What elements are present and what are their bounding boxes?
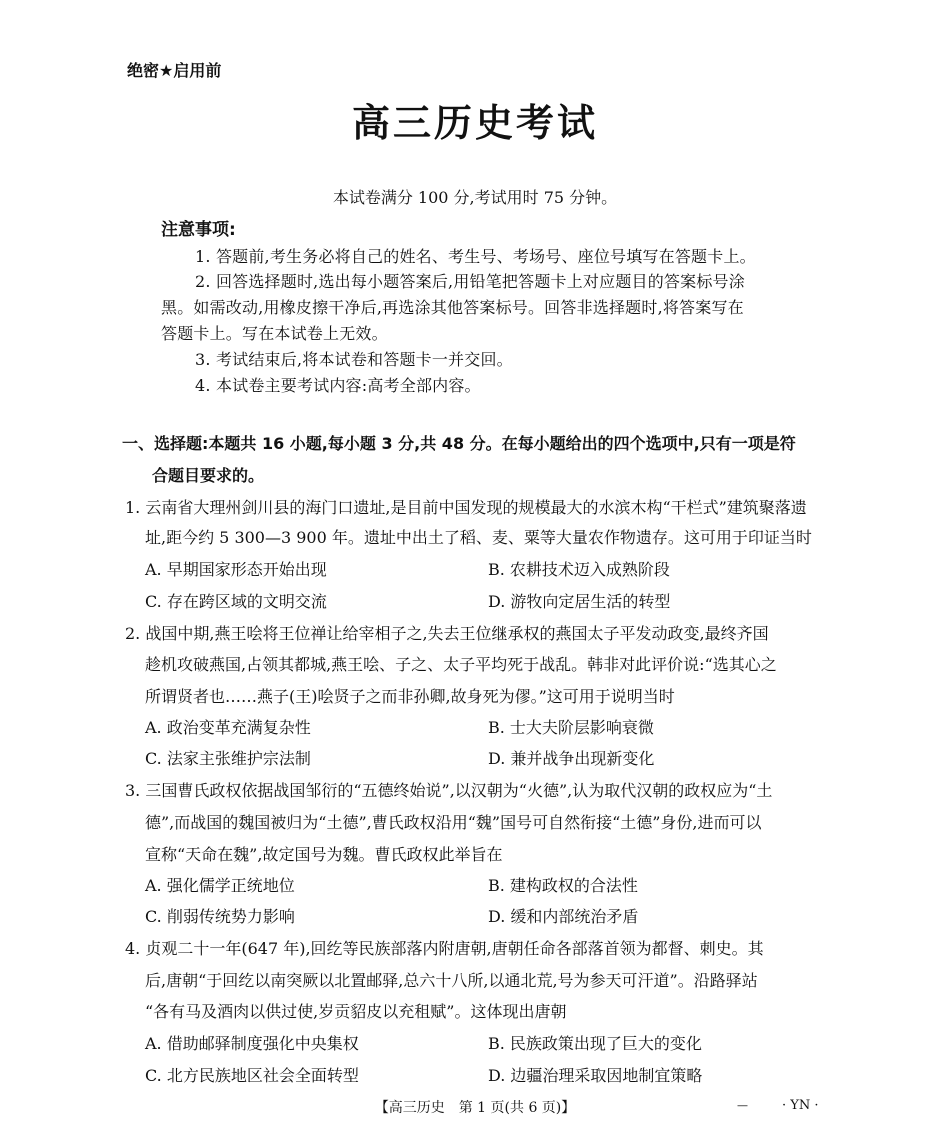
question-2-option-b: B. 士大夫阶层影响衰微	[488, 718, 654, 737]
question-3-option-a: A. 强化儒学正统地位	[145, 876, 295, 895]
question-2-line: 所谓贤者也……燕子(王)哙贤子之而非孙卿,故身死为僇。”这可用于说明当时	[145, 687, 675, 706]
question-3-option-c: C. 削弱传统势力影响	[145, 907, 295, 926]
question-3-option-d: D. 缓和内部统治矛盾	[488, 907, 639, 926]
question-4-option-b: B. 民族政策出现了巨大的变化	[488, 1034, 702, 1053]
question-1-line: 址,距今约 5 300—3 900 年。遗址中出土了稻、麦、粟等大量农作物遗存。这可用于印证当时	[145, 528, 812, 547]
question-4-line: 4. 贞观二十一年(647 年),回纥等民族部落内附唐朝,唐朝任命各部落首领为都督、刺史。其	[125, 939, 764, 958]
notice-line: 4. 本试卷主要考试内容:高考全部内容。	[195, 376, 481, 395]
question-3-line: 德”,而战国的魏国被归为“土德”,曹氏政权沿用“魏”国号可自然衔接“土德”身份,进而可以	[145, 813, 762, 832]
question-3-line: 3. 三国曹氏政权依据战国邹衍的“五德终始说”,以汉朝为“火德”,认为取代汉朝的政权应为“土	[125, 781, 773, 800]
notice-line: 黑。如需改动,用橡皮擦干净后,再选涂其他答案标号。回答非选择题时,将答案写在	[161, 298, 744, 317]
question-1-option-b: B. 农耕技术迈入成熟阶段	[488, 560, 670, 579]
question-4-option-d: D. 边疆治理采取因地制宜策略	[488, 1066, 703, 1085]
question-1-option-d: D. 游牧向定居生活的转型	[488, 592, 671, 611]
footer-dash: —	[737, 1099, 748, 1112]
section-heading: 一、选择题:本题共 16 小题,每小题 3 分,共 48 分。在每小题给出的四个选项中,只有一项是符	[122, 434, 796, 453]
page-footer: 【高三历史 第 1 页(共 6 页)】	[374, 1100, 576, 1116]
question-1-option-c: C. 存在跨区域的文明交流	[145, 592, 327, 611]
secret-mark: 绝密★启用前	[127, 61, 222, 80]
notice-line: 答题卡上。写在本试卷上无效。	[161, 324, 388, 343]
notice-title: 注意事项:	[161, 220, 236, 240]
question-1-option-a: A. 早期国家形态开始出现	[145, 560, 327, 579]
question-1-line: 1. 云南省大理州剑川县的海门口遗址,是目前中国发现的规模最大的水滨木构“干栏式”建筑聚落遗	[125, 498, 807, 517]
section-heading-cont: 合题目要求的。	[152, 466, 265, 485]
question-4-option-a: A. 借助邮驿制度强化中央集权	[145, 1034, 359, 1053]
question-4-line: “各有马及酒肉以供过使,岁贡貂皮以充租赋”。这体现出唐朝	[145, 1002, 567, 1021]
question-2-line: 趁机攻破燕国,占领其都城,燕王哙、子之、太子平均死于战乱。韩非对此评价说:“选其心之	[145, 655, 777, 674]
notice-line: 2. 回答选择题时,选出每小题答案后,用铅笔把答题卡上对应题目的答案标号涂	[195, 272, 745, 291]
question-3-option-b: B. 建构政权的合法性	[488, 876, 638, 895]
question-2-option-d: D. 兼并战争出现新变化	[488, 749, 655, 768]
footer-code: · YN ·	[782, 1098, 819, 1113]
question-2-option-a: A. 政治变革充满复杂性	[145, 718, 311, 737]
question-2-option-c: C. 法家主张维护宗法制	[145, 749, 311, 768]
question-3-line: 宣称“天命在魏”,故定国号为魏。曹氏政权此举旨在	[145, 845, 503, 864]
question-4-option-c: C. 北方民族地区社会全面转型	[145, 1066, 359, 1085]
exam-info: 本试卷满分 100 分,考试用时 75 分钟。	[332, 188, 618, 207]
notice-line: 1. 答题前,考生务必将自己的姓名、考生号、考场号、座位号填写在答题卡上。	[195, 247, 756, 266]
question-4-line: 后,唐朝“于回纥以南突厥以北置邮驿,总六十八所,以通北荒,号为参天可汗道”。沿路驿站	[145, 971, 758, 990]
question-2-line: 2. 战国中期,燕王哙将王位禅让给宰相子之,失去王位继承权的燕国太子平发动政变,最终齐国	[125, 624, 769, 643]
notice-line: 3. 考试结束后,将本试卷和答题卡一并交回。	[195, 350, 513, 369]
exam-title: 高三历史考试	[351, 101, 598, 145]
